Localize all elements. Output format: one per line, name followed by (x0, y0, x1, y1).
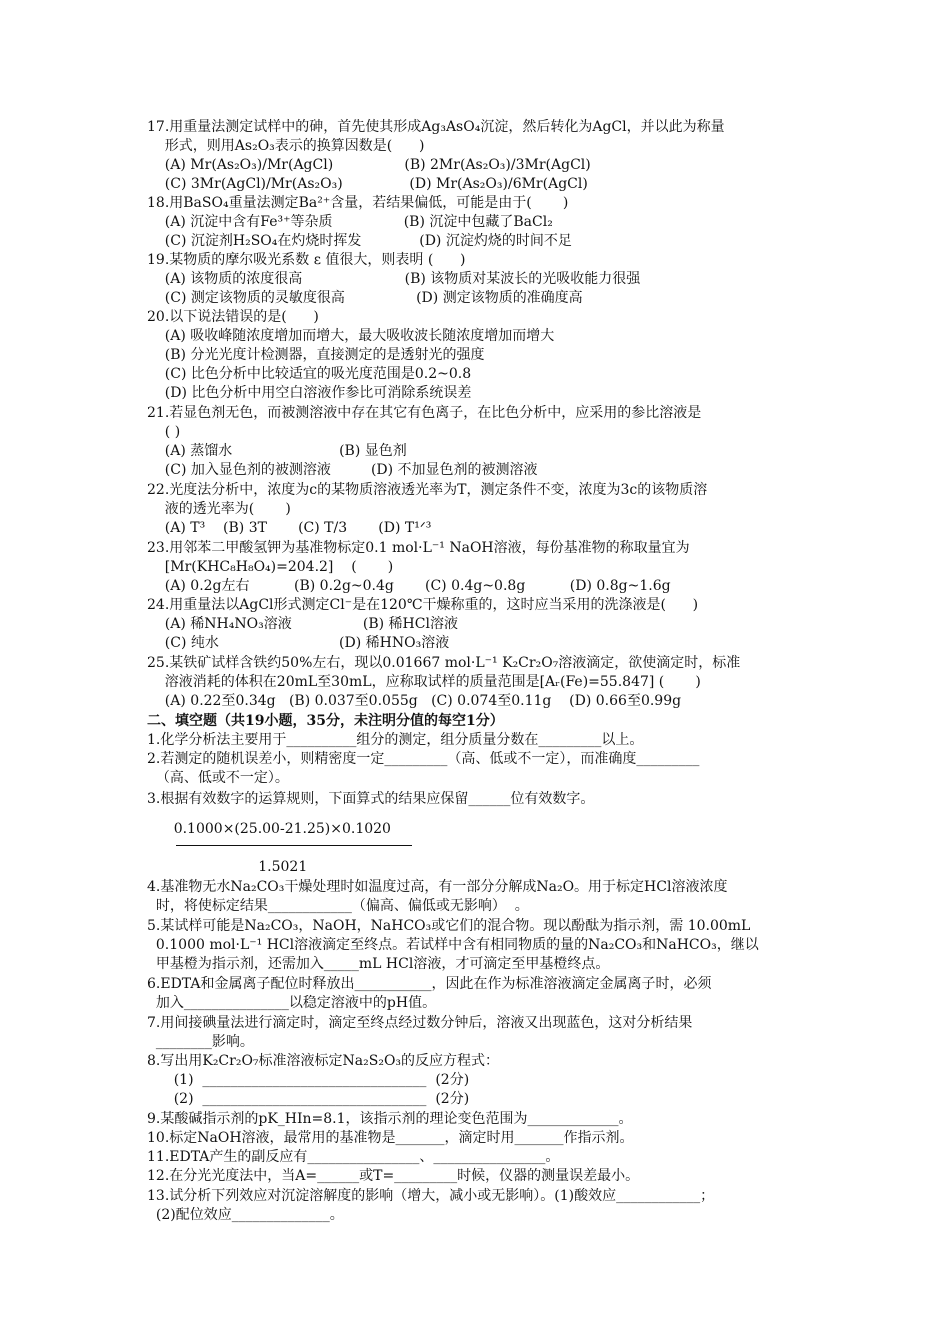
q18-options-ab: (A) 沉淀中含有Fe³⁺等杂质 (B) 沉淀中包藏了BaCl₂ (147, 214, 553, 230)
f6-stem-line1: 6.EDTA和金属离子配位时释放出___________，因此在作为标准溶液滴定金属离子时，必须 (147, 976, 712, 992)
section-heading-fill-in: 二、填空题（共19小题，35分，未注明分值的每空1分） (147, 713, 504, 729)
f8-equation-2: (2) ________________________________ (2分) (147, 1091, 470, 1107)
q19-options-cd: (C) 测定该物质的灵敏度很高 (D) 测定该物质的准确度高 (147, 290, 583, 306)
q18-options-cd: (C) 沉淀剂H₂SO₄在灼烧时挥发 (D) 沉淀灼烧的时间不足 (147, 233, 572, 249)
q23-stem-line2: [Mr(KHC₈H₈O₄)=204.2] ( ) (147, 559, 394, 575)
q25-stem-line1: 25.某铁矿试样含铁约50%左右，现以0.01667 mol·L⁻¹ K₂Cr₂O₇溶液滴定，欲使滴定时，标准 (147, 655, 741, 671)
q21-options-cd: (C) 加入显色剂的被测溶液 (D) 不加显色剂的被测溶液 (147, 462, 538, 478)
q18-stem: 18.用BaSO₄重量法测定Ba²⁺含量，若结果偏低，可能是由于( ) (147, 195, 569, 211)
q17-stem-line1: 17.用重量法测定试样中的砷，首先使其形成Ag₃AsO₄沉淀，然后转化为AgCl，并以此为称量 (147, 119, 725, 135)
f5-stem-line3: 甲基橙为指示剂，还需加入_____mL HCl溶液，才可滴定至甲基橙终点。 (147, 956, 610, 972)
f9-stem: 9.某酸碱指示剂的pK_HIn=8.1，该指示剂的理论变色范围为_____________。 (147, 1111, 633, 1127)
f3-fraction-denominator: 1.5021 (147, 859, 308, 875)
q24-stem: 24.用重量法以AgCl形式测定Cl⁻是在120℃干燥称重的，这时应当采用的洗涤液是( ) (147, 597, 699, 613)
f1-stem: 1.化学分析法主要用于__________组分的测定，组分质量分数在_________以上。 (147, 732, 644, 748)
q20-option-d: (D) 比色分析中用空白溶液作参比可消除系统误差 (147, 385, 472, 401)
f5-stem-line1: 5.某试样可能是Na₂CO₃，NaOH，NaHCO₃或它们的混合物。现以酚酞为指示剂，需 10.00mL (147, 918, 751, 934)
q20-option-b: (B) 分光光度计检测器，直接测定的是透射光的强度 (147, 347, 485, 363)
q25-options: (A) 0.22至0.34g (B) 0.037至0.055g (C) 0.074至0.11g (D) 0.66至0.99g (147, 693, 682, 709)
f4-stem-line1: 4.基准物无水Na₂CO₃干燥处理时如温度过高，有一部分分解成Na₂O。用于标定HCl溶液浓度 (147, 879, 728, 895)
q24-options-cd: (C) 纯水 (D) 稀HNO₃溶液 (147, 635, 450, 651)
q22-stem-line1: 22.光度法分析中，浓度为c的某物质溶液透光率为T，测定条件不变，浓度为3c的该物质溶 (147, 482, 708, 498)
f6-stem-line2: 加入_______________以稳定溶液中的pH值。 (147, 995, 437, 1011)
f10-stem: 10.标定NaOH溶液，最常用的基准物是_______，滴定时用_______作指示剂。 (147, 1130, 634, 1146)
f13-stem-line1: 13.试分析下列效应对沉淀溶解度的影响（增大，减小或无影响）。(1)酸效应____________； (147, 1188, 715, 1204)
q20-option-c: (C) 比色分析中比较适宜的吸光度范围是0.2~0.8 (147, 366, 472, 382)
f2-stem-line2: （高、低或不一定）。 (147, 770, 289, 786)
f3-fraction-bar (176, 845, 412, 846)
q17-stem-line2: 形式，则用As₂O₃表示的换算因数是( ) (147, 138, 425, 154)
q22-stem-line2: 液的透光率为( ) (147, 501, 291, 517)
f5-stem-line2: 0.1000 mol·L⁻¹ HCl溶液滴定至终点。若试样中含有相同物质的量的Na₂CO₃和NaHCO₃，继以 (147, 937, 759, 953)
f12-stem: 12.在分光光度法中，当A=______或T=_________时候，仪器的测量误差最小。 (147, 1168, 640, 1184)
q20-stem: 20.以下说法错误的是( ) (147, 309, 319, 325)
q23-options: (A) 0.2g左右 (B) 0.2g~0.4g (C) 0.4g~0.8g (D) 0.8g~1.6g (147, 578, 671, 594)
f13-stem-line2: (2)配位效应______________。 (147, 1207, 344, 1223)
f11-stem: 11.EDTA产生的副反应有________________、________________。 (147, 1149, 560, 1165)
q17-options-cd: (C) 3Mr(AgCl)/Mr(As₂O₃) (D) Mr(As₂O₃)/6Mr(AgCl) (147, 176, 588, 192)
q21-stem-line1: 21.若显色剂无色，而被测溶液中存在其它有色离子，在比色分析中，应采用的参比溶液是 (147, 405, 702, 421)
f2-stem-line1: 2.若测定的随机误差小，则精密度一定_________（高、低或不一定），而准确度_________ (147, 751, 700, 767)
q21-stem-line2: ( ) (147, 424, 181, 440)
f3-fraction-numerator: 0.1000×(25.00-21.25)×0.1020 (147, 821, 391, 837)
f8-equation-1: (1) ________________________________ (2分) (147, 1072, 470, 1088)
f7-stem-line2: ________影响。 (147, 1034, 254, 1050)
q24-options-ab: (A) 稀NH₄NO₃溶液 (B) 稀HCl溶液 (147, 616, 458, 632)
q19-options-ab: (A) 该物质的浓度很高 (B) 该物质对某波长的光吸收能力很强 (147, 271, 641, 287)
f7-stem-line1: 7.用间接碘量法进行滴定时，滴定至终点经过数分钟后，溶液又出现蓝色，这对分析结果 (147, 1015, 693, 1031)
q21-options-ab: (A) 蒸馏水 (B) 显色剂 (147, 443, 407, 459)
f3-stem: 3.根据有效数字的运算规则，下面算式的结果应保留______位有效数字。 (147, 791, 595, 807)
q19-stem: 19.某物质的摩尔吸光系数 ε 值很大，则表明 ( ) (147, 252, 466, 268)
q17-options-ab: (A) Mr(As₂O₃)/Mr(AgCl) (B) 2Mr(As₂O₃)/3Mr(AgCl) (147, 157, 591, 173)
f8-stem: 8.写出用K₂Cr₂O₇标准溶液标定Na₂S₂O₃的反应方程式： (147, 1053, 500, 1069)
q25-stem-line2: 溶液消耗的体积在20mL至30mL，应称取试样的质量范围是[Aᵣ(Fe)=55.847] ( ) (147, 674, 701, 690)
q20-option-a: (A) 吸收峰随浓度增加而增大，最大吸收波长随浓度增加而增大 (147, 328, 555, 344)
f4-stem-line2: 时，将使标定结果____________（偏高、偏低或无影响） 。 (147, 898, 529, 914)
q23-stem-line1: 23.用邻苯二甲酸氢钾为基准物标定0.1 mol·L⁻¹ NaOH溶液，每份基准物的称取量宜为 (147, 540, 690, 556)
q22-options: (A) T³ (B) 3T (C) T/3 (D) T¹ᐟ³ (147, 520, 432, 536)
